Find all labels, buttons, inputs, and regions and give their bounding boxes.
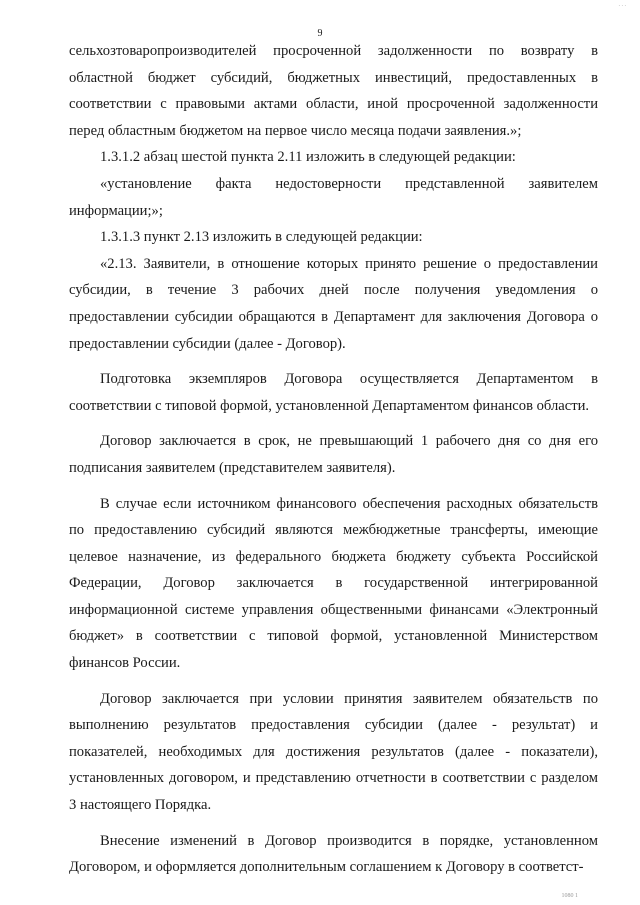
paragraph-contract-obligations: Договор заключается при условии принятия заявителем обязательств по выполнению результатов предоставления субсидии (далее - результат) и показателей, необходимых для достижения результатов (далее - показатели), установленных договором, и представлению отчетности в соответствии с разделом 3 настоящего Порядка. bbox=[69, 690, 598, 814]
paragraph-clause-2-13: «2.13. Заявители, в отношение которых принято решение о предоставлении субсидии, в течение 3 рабочих дней после получения уведомления о предоставлении субсидии обращаются в Департамент для заключения Договора о предоставлении субсидии (далее - Договор). bbox=[69, 255, 598, 352]
paragraph-continuation: сельхозтоваропроизводителей просроченной задолженности по возврату в областной бюджет субсидий, бюджетных инвестиций, предоставленных в соответствии с правовыми актами области, иной просроченной задолженности перед областным бюджетом на первое число месяца подачи заявления.»; bbox=[69, 43, 598, 139]
paragraph-contract-amendments: Внесение изменений в Договор производится в порядке, установленном Договором, и оформляется дополнительным соглашением к Договору в соответст- bbox=[69, 832, 598, 876]
paragraph-federal-transfers: В случае если источником финансового обеспечения расходных обязательств по предоставлению субсидий являются межбюджетные трансферты, имеющие целевое назначение, из федерального бюджета бюджету субъекта Российской Федерации, Договор заключается в государственной интегрированной информационной системе управления общественными финансами «Электронный бюджет» в соответствии с типовой формой, установленной Министерством финансов России. bbox=[69, 495, 598, 672]
paragraph-contract-preparation: Подготовка экземпляров Договора осуществляется Департаментом в соответствии с типовой формой, установленной Департаментом финансов области. bbox=[69, 371, 598, 414]
document-body bbox=[69, 38, 598, 881]
page-number: 9 bbox=[317, 28, 323, 39]
paragraph-quote-info: «установление факта недостоверности представленной заявителем информации;»; bbox=[69, 175, 598, 219]
corner-mark-top: . . . bbox=[618, 2, 626, 8]
paragraph-amendment-1-3-1-2: 1.3.1.2 абзац шестой пункта 2.11 изложить в следующей редакции: bbox=[100, 149, 516, 166]
paragraph-amendment-1-3-1-3: 1.3.1.3 пункт 2.13 изложить в следующей редакции: bbox=[100, 229, 423, 246]
paragraph-contract-term: Договор заключается в срок, не превышающий 1 рабочего дня со дня его подписания заявителем (представителем заявителя). bbox=[69, 433, 598, 476]
footer-mark: 1080 1 bbox=[561, 893, 578, 899]
